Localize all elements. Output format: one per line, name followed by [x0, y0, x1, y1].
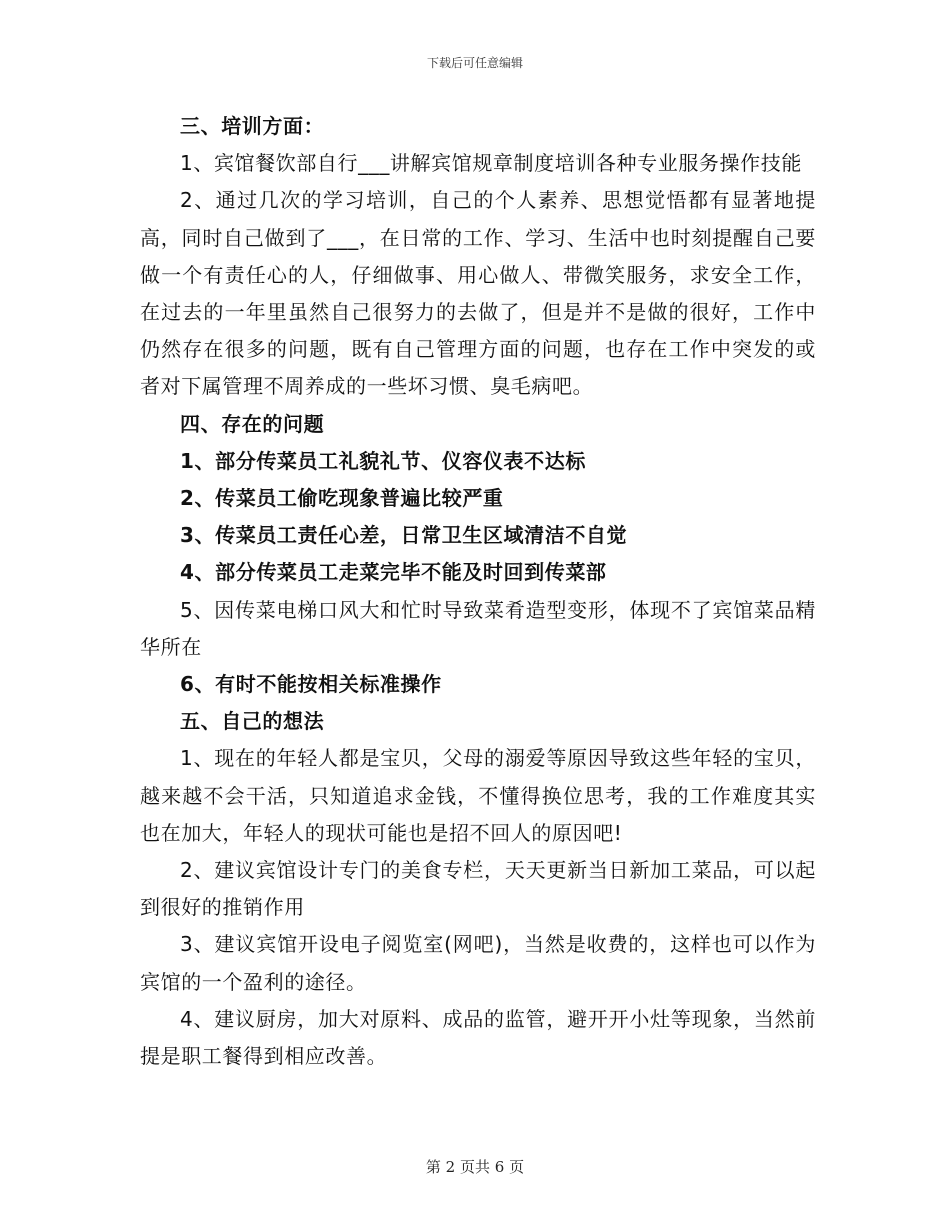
page-header: 下载后可任意编辑	[426, 56, 523, 70]
list-item: 6、有时不能按相关标准操作	[180, 672, 442, 697]
document-body	[140, 108, 816, 1075]
list-item: 5、因传菜电梯口风大和忙时导致菜肴造型变形，体现不了宾馆菜品精华所在	[140, 597, 816, 659]
paragraph: 4、建议厨房，加大对原料、成品的监管，避开开小灶等现象，当然前提是职工餐得到相应改善。	[140, 1006, 816, 1069]
section-heading: 五、自己的想法	[180, 709, 325, 734]
paragraph: 3、建议宾馆开设电子阅览室(网吧)，当然是收费的，这样也可以作为宾馆的一个盈利的途径。	[140, 932, 816, 994]
list-item: 3、传菜员工责任心差，日常卫生区域清洁不自觉	[180, 523, 628, 548]
section-heading: 三、培训方面：	[180, 114, 325, 138]
section-heading: 四、存在的问题	[180, 411, 325, 436]
paragraph: 1、宾馆餐饮部自行___讲解宾馆规章制度培训各种专业服务操作技能	[180, 151, 802, 176]
paragraph: 2、建议宾馆设计专门的美食专栏，天天更新当日新加工菜品，可以起到很好的推销作用	[140, 858, 816, 920]
page-footer: 第 2 页共 6 页	[425, 1158, 525, 1176]
paragraph: 1、现在的年轻人都是宝贝，父母的溺爱等原因导致这些年轻的宝贝，越来越不会干活，只知道追求金钱，不懂得换位思考，我的工作难度其实也在加大，年轻人的现状可能也是招不回人的原因吧!	[140, 746, 816, 845]
list-item: 2、传菜员工偷吃现象普遍比较严重	[180, 486, 504, 511]
list-item: 1、部分传菜员工礼貌礼节、仪容仪表不达标	[180, 448, 586, 473]
paragraph: 2、通过几次的学习培训，自己的个人素养、思想觉悟都有显著地提高，同时自己做到了___，在日常的工作、学习、生活中也时刻提醒自己要做一个有责任心的人，仔细做事、用心做人、带微笑服务，求安全工作，在过去的一年里虽然自己很努力的去做了，但是并不是做的很好，工作中仍然存在很多的问题，既有自己管理方面的问题，也存在工作中突发的或者对下属管理不周养成的一些坏习惯、臭毛病吧。	[140, 188, 816, 399]
list-item: 4、部分传菜员工走菜完毕不能及时回到传菜部	[180, 560, 607, 585]
